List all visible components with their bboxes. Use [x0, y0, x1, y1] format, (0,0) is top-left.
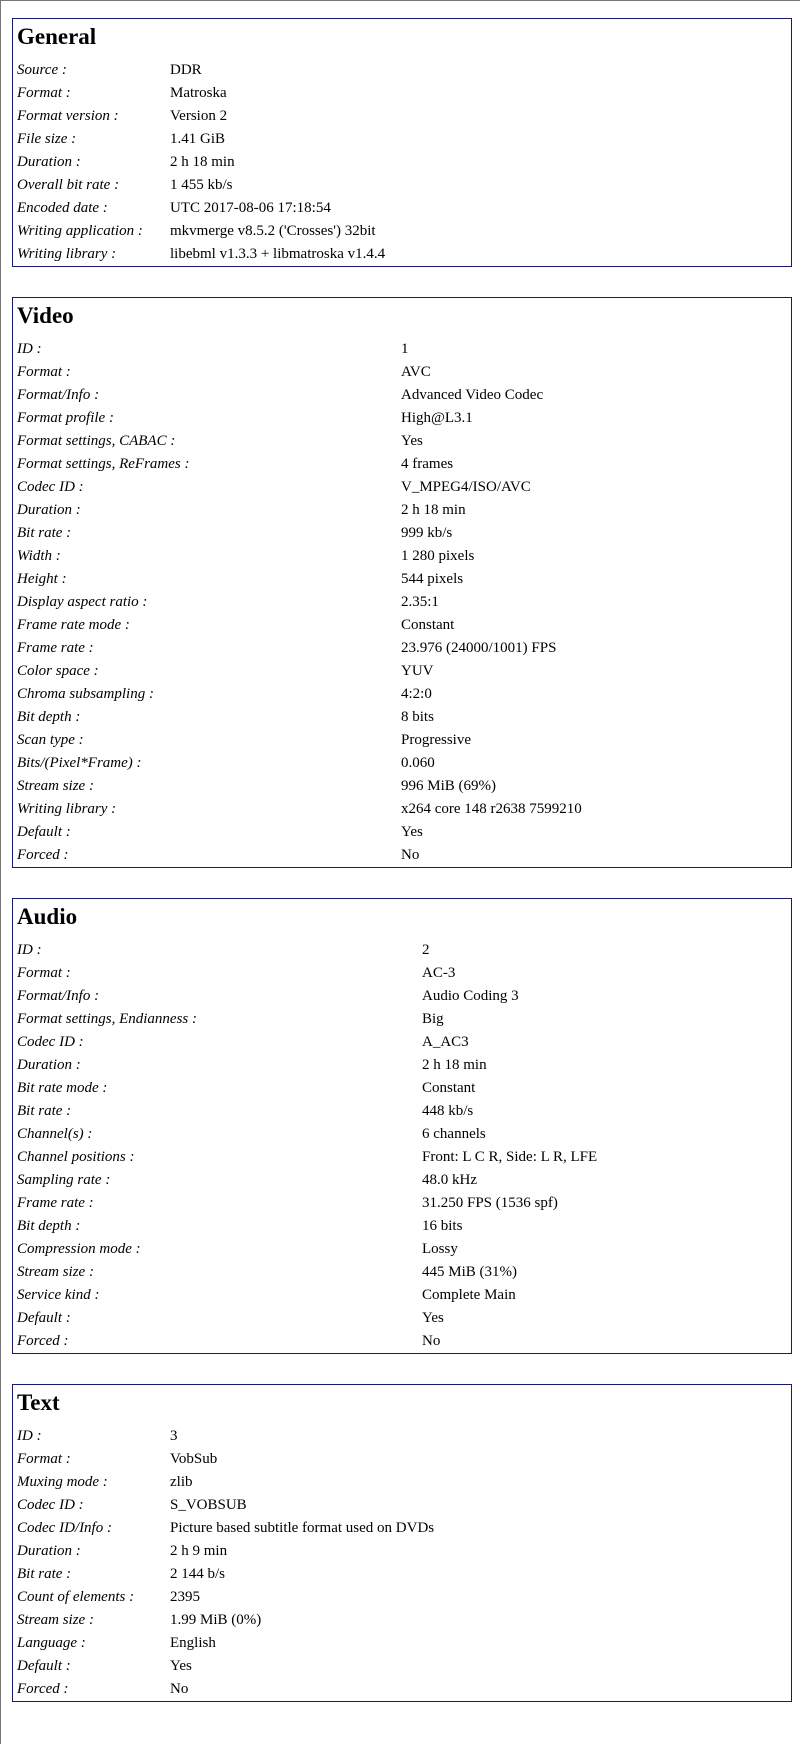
info-label: Count of elements : [17, 1589, 135, 1605]
section-text [12, 1384, 792, 1702]
info-row [17, 1517, 787, 1540]
info-value: Constant [422, 1080, 476, 1096]
info-row [17, 1031, 787, 1054]
info-label: Frame rate : [17, 640, 94, 656]
info-value: VobSub [170, 1451, 218, 1467]
info-value: mkvmerge v8.5.2 ('Crosses') 32bit [170, 223, 376, 239]
info-label: Overall bit rate : [17, 177, 120, 193]
info-label: Format version : [17, 108, 119, 124]
info-row [17, 683, 787, 706]
info-value: Lossy [422, 1241, 458, 1257]
info-value: 2 [422, 942, 430, 958]
info-row [17, 407, 787, 430]
info-label: Color space : [17, 663, 99, 679]
info-label: Bit depth : [17, 1218, 81, 1234]
info-row [17, 1678, 787, 1701]
info-value: High@L3.1 [401, 410, 473, 426]
info-row [17, 614, 787, 637]
info-label: Bit rate : [17, 1566, 72, 1582]
info-row [17, 1586, 787, 1609]
info-row [17, 637, 787, 660]
info-row [17, 174, 787, 197]
info-row [17, 1215, 787, 1238]
info-value: Yes [170, 1658, 192, 1674]
info-value: 996 MiB (69%) [401, 778, 496, 794]
info-label: Service kind : [17, 1287, 100, 1303]
info-row [17, 591, 787, 614]
info-label: Format : [17, 1451, 71, 1467]
info-value: 999 kb/s [401, 525, 453, 541]
info-row [17, 1123, 787, 1146]
info-value: YUV [401, 663, 434, 679]
info-label: Muxing mode : [17, 1474, 108, 1490]
info-row [17, 384, 787, 407]
info-label: Bit rate mode : [17, 1080, 108, 1096]
info-value: 2 h 18 min [170, 154, 235, 170]
info-value: Front: L C R, Side: L R, LFE [422, 1149, 598, 1165]
info-value: Picture based subtitle format used on DVDs [170, 1520, 435, 1536]
info-row [17, 729, 787, 752]
section-title-video: Video [17, 303, 74, 328]
section-rows-video [17, 338, 787, 867]
info-label: ID : [17, 942, 42, 958]
info-row [17, 128, 787, 151]
info-row [17, 361, 787, 384]
info-value: 1.99 MiB (0%) [170, 1612, 262, 1628]
info-value: AC-3 [422, 965, 456, 981]
info-value: 2395 [170, 1589, 200, 1605]
info-label: Format settings, ReFrames : [17, 456, 190, 472]
info-value: 0.060 [401, 755, 435, 771]
info-label: Source : [17, 62, 67, 78]
info-label: Duration : [17, 502, 81, 518]
info-label: Frame rate mode : [17, 617, 130, 633]
info-label: Stream size : [17, 778, 94, 794]
info-value: 1.41 GiB [170, 131, 226, 147]
info-label: Duration : [17, 1543, 81, 1559]
section-general [12, 18, 792, 267]
info-row [17, 1192, 787, 1215]
info-value: Yes [401, 433, 423, 449]
info-label: Encoded date : [17, 200, 108, 216]
info-value: 4 frames [401, 456, 454, 472]
info-value: Yes [422, 1310, 444, 1326]
info-row [17, 1563, 787, 1586]
info-label: Format : [17, 965, 71, 981]
info-value: A_AC3 [422, 1034, 469, 1050]
info-value: English [170, 1635, 216, 1651]
info-value: 48.0 kHz [422, 1172, 477, 1188]
info-label: Writing library : [17, 246, 117, 262]
section-title-general: General [17, 24, 97, 49]
info-label: Duration : [17, 1057, 81, 1073]
info-value: Version 2 [170, 108, 228, 124]
info-row [17, 775, 787, 798]
info-row [17, 962, 787, 985]
info-value: 2 144 b/s [170, 1566, 226, 1582]
info-label: Scan type : [17, 732, 84, 748]
info-label: Width : [17, 548, 61, 564]
info-value: Advanced Video Codec [401, 387, 544, 403]
info-row [17, 499, 787, 522]
info-value: Audio Coding 3 [422, 988, 519, 1004]
info-label: Bit rate : [17, 1103, 72, 1119]
info-value: 31.250 FPS (1536 spf) [422, 1195, 558, 1211]
info-row [17, 522, 787, 545]
info-row [17, 1100, 787, 1123]
info-row [17, 844, 787, 867]
info-row [17, 545, 787, 568]
info-label: Writing library : [17, 801, 117, 817]
info-label: Format/Info : [17, 387, 100, 403]
info-value: 448 kb/s [422, 1103, 474, 1119]
info-row [17, 821, 787, 844]
info-value: 8 bits [401, 709, 434, 725]
info-label: Codec ID : [17, 1497, 84, 1513]
info-value: Constant [401, 617, 455, 633]
info-value: Complete Main [422, 1287, 516, 1303]
info-label: Display aspect ratio : [17, 594, 148, 610]
info-label: Bits/(Pixel*Frame) : [17, 755, 142, 771]
info-value: No [170, 1681, 189, 1697]
info-value: No [401, 847, 420, 863]
info-value: 1 455 kb/s [170, 177, 233, 193]
info-value: V_MPEG4/ISO/AVC [401, 479, 531, 495]
info-row [17, 1655, 787, 1678]
info-row [17, 1146, 787, 1169]
info-value: UTC 2017-08-06 17:18:54 [170, 200, 331, 216]
info-row [17, 1238, 787, 1261]
info-value: 3 [170, 1428, 178, 1444]
section-rows-audio [17, 939, 787, 1353]
info-label: Default : [17, 1310, 71, 1326]
info-label: ID : [17, 341, 42, 357]
info-value: AVC [401, 364, 431, 380]
info-row [17, 752, 787, 775]
info-row [17, 243, 787, 266]
info-label: Sampling rate : [17, 1172, 111, 1188]
info-label: Frame rate : [17, 1195, 94, 1211]
info-label: Stream size : [17, 1264, 94, 1280]
info-row [17, 1425, 787, 1448]
info-row [17, 1008, 787, 1031]
info-row [17, 1261, 787, 1284]
info-row [17, 985, 787, 1008]
info-value: 445 MiB (31%) [422, 1264, 517, 1280]
section-title-audio: Audio [17, 904, 78, 929]
info-label: Height : [17, 571, 67, 587]
info-row [17, 105, 787, 128]
info-row [17, 1494, 787, 1517]
info-value: 16 bits [422, 1218, 463, 1234]
info-label: Channel(s) : [17, 1126, 93, 1142]
info-label: Bit depth : [17, 709, 81, 725]
section-rows-text [17, 1425, 787, 1701]
info-row [17, 939, 787, 962]
info-label: File size : [17, 131, 77, 147]
info-value: zlib [170, 1474, 193, 1490]
info-row [17, 1609, 787, 1632]
info-row [17, 430, 787, 453]
info-label: Format settings, CABAC : [17, 433, 176, 449]
info-row [17, 1540, 787, 1563]
info-label: Chroma subsampling : [17, 686, 154, 702]
info-row [17, 1330, 787, 1353]
info-row [17, 1471, 787, 1494]
info-row [17, 798, 787, 821]
info-row [17, 1448, 787, 1471]
info-label: Stream size : [17, 1612, 94, 1628]
section-audio [12, 898, 792, 1354]
info-value: Progressive [401, 732, 471, 748]
info-label: Duration : [17, 154, 81, 170]
info-value: x264 core 148 r2638 7599210 [401, 801, 582, 817]
info-row [17, 476, 787, 499]
info-row [17, 82, 787, 105]
info-value: 1 [401, 341, 409, 357]
info-value: Big [422, 1011, 444, 1027]
info-row [17, 1632, 787, 1655]
info-label: Language : [17, 1635, 86, 1651]
info-value: S_VOBSUB [170, 1497, 247, 1513]
info-value: Matroska [170, 85, 227, 101]
info-label: Format profile : [17, 410, 114, 426]
info-label: Channel positions : [17, 1149, 135, 1165]
info-value: 2 h 9 min [170, 1543, 228, 1559]
info-row [17, 197, 787, 220]
section-rows-general [17, 59, 787, 266]
info-label: Format settings, Endianness : [17, 1011, 197, 1027]
info-label: Default : [17, 1658, 71, 1674]
info-value: 2 h 18 min [401, 502, 466, 518]
info-value: 23.976 (24000/1001) FPS [401, 640, 557, 656]
info-row [17, 1077, 787, 1100]
info-value: 2 h 18 min [422, 1057, 487, 1073]
section-video [12, 297, 792, 868]
info-value: Yes [401, 824, 423, 840]
info-value: 1 280 pixels [401, 548, 475, 564]
info-value: 544 pixels [401, 571, 464, 587]
info-label: Format : [17, 85, 71, 101]
info-label: Forced : [17, 1681, 69, 1697]
info-row [17, 568, 787, 591]
info-label: Bit rate : [17, 525, 72, 541]
info-value: DDR [170, 62, 202, 78]
info-label: Codec ID : [17, 479, 84, 495]
info-label: Forced : [17, 1333, 69, 1349]
info-label: Default : [17, 824, 71, 840]
info-row [17, 1054, 787, 1077]
info-label: ID : [17, 1428, 42, 1444]
info-row [17, 151, 787, 174]
section-title-text: Text [17, 1390, 60, 1415]
info-row [17, 1307, 787, 1330]
info-value: 2.35:1 [401, 594, 439, 610]
info-row [17, 338, 787, 361]
info-label: Format : [17, 364, 71, 380]
info-label: Codec ID : [17, 1034, 84, 1050]
info-value: 6 channels [422, 1126, 486, 1142]
info-label: Writing application : [17, 223, 143, 239]
info-label: Codec ID/Info : [17, 1520, 112, 1536]
info-row [17, 220, 787, 243]
info-value: No [422, 1333, 441, 1349]
info-row [17, 1169, 787, 1192]
info-label: Compression mode : [17, 1241, 141, 1257]
info-row [17, 453, 787, 476]
info-row [17, 660, 787, 683]
info-value: libebml v1.3.3 + libmatroska v1.4.4 [170, 246, 386, 262]
info-row [17, 706, 787, 729]
info-value: 4:2:0 [401, 686, 432, 702]
info-label: Format/Info : [17, 988, 100, 1004]
info-row [17, 59, 787, 82]
info-label: Forced : [17, 847, 69, 863]
info-row [17, 1284, 787, 1307]
